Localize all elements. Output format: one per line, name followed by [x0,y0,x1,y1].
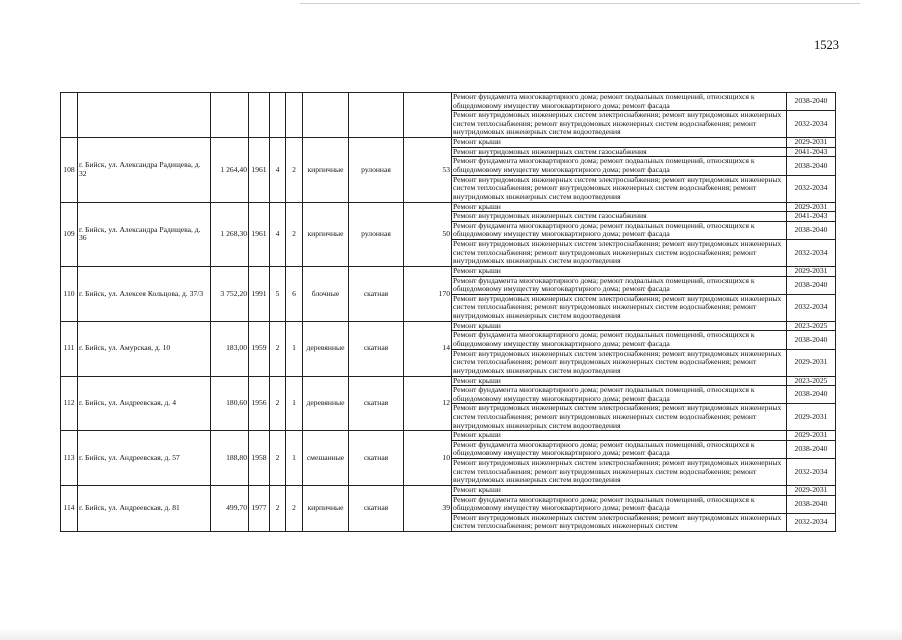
roof-type: рулонная [349,138,404,202]
empty-cell [349,93,404,138]
table-row [61,266,836,276]
resident-count: 12 [404,376,452,431]
entrance-count: 2 [286,138,303,202]
work-period: 2029-2031 [787,431,836,441]
roof-type: скатная [349,486,404,532]
work-period: 2029-2031 [787,266,836,276]
work-description: Ремонт фундамента многоквартирного дома; ремонт подвальных помещений, относящихся к общедомовому имуществу многоквартирного дома; ремонт фасада [452,495,787,513]
table-row [61,431,836,441]
resident-count: 39 [404,486,452,532]
build-year: 1956 [249,376,270,431]
record-number: 113 [61,431,78,486]
floor-count: 2 [270,431,286,486]
work-description: Ремонт крыши [452,266,787,276]
building-address: г. Бийск, ул. Александра Радищева, д. 32 [78,138,211,202]
work-period: 2029-2031 [787,349,836,376]
work-description: Ремонт внутридомовых инженерных систем электроснабжения; ремонт внутридомовых инженерных систем теплоснабжения; ремонт внутридомовых инженерных систем водоснабжения; ремонт внутридомовых инженерных систем водоотведения [452,175,787,202]
work-description: Ремонт внутридомовых инженерных систем электроснабжения; ремонт внутридомовых инженерных систем теплоснабжения; ремонт внутридомовых инженерных систем водоснабжения; ремонт внутридомовых инженерных систем водоотведения [452,349,787,376]
building-address: г. Бийск, ул. Алексея Кольцова, д. 37/3 [78,266,211,321]
work-description: Ремонт фундамента многоквартирного дома; ремонт подвальных помещений, относящихся к общедомовому имуществу многоквартирного дома; ремонт фасада [452,276,787,294]
building-address: г. Бийск, ул. Андреевская, д. 57 [78,431,211,486]
wall-material: блочные [303,266,349,321]
page-number: 1523 [814,38,839,52]
build-year: 1958 [249,431,270,486]
roof-type: рулонная [349,202,404,266]
table-row [61,486,836,496]
work-description: Ремонт внутридомовых инженерных систем электроснабжения; ремонт внутридомовых инженерных систем теплоснабжения; ремонт внутридомовых инженерных систем водоснабжения; ремонт внутридомовых инженерных систем водоотведения [452,294,787,321]
resident-count: 50 [404,202,452,266]
work-period: 2041-2043 [787,212,836,222]
work-description: Ремонт крыши [452,202,787,212]
table-body [61,93,836,532]
total-area: 499,70 [211,486,249,532]
build-year: 1961 [249,202,270,266]
work-description: Ремонт внутридомовых инженерных систем газоснабжения [452,147,787,157]
table-row [61,202,836,212]
wall-material: смешанные [303,431,349,486]
resident-count: 10 [404,431,452,486]
record-number: 114 [61,486,78,532]
empty-cell [303,93,349,138]
record-number: 110 [61,266,78,321]
work-period: 2029-2031 [787,138,836,148]
resident-count: 170 [404,266,452,321]
scan-top-edge [300,3,860,4]
build-year: 1977 [249,486,270,532]
work-period: 2029-2031 [787,404,836,431]
work-description: Ремонт фундамента многоквартирного дома; ремонт подвальных помещений, относящихся к общедомовому имуществу многоквартирного дома; ремонт фасада [452,157,787,175]
build-year: 1961 [249,138,270,202]
building-address: г. Бийск, ул. Андреевская, д. 4 [78,376,211,431]
work-description: Ремонт крыши [452,138,787,148]
work-period: 2041-2043 [787,147,836,157]
record-number: 108 [61,138,78,202]
empty-cell [211,93,249,138]
floor-count: 4 [270,202,286,266]
wall-material: деревянные [303,376,349,431]
repair-schedule-table [60,92,836,532]
work-description: Ремонт фундамента многоквартирного дома; ремонт подвальных помещений, относящихся к общедомовому имуществу многоквартирного дома; ремонт фасада [452,386,787,404]
work-description: Ремонт внутридомовых инженерных систем электроснабжения; ремонт внутридомовых инженерных систем теплоснабжения; ремонт внутридомовых инженерных систем водоснабжения; ремонт внутридомовых инженерных систем водоотведения [452,111,787,138]
work-period: 2029-2031 [787,486,836,496]
work-period: 2023-2025 [787,376,836,386]
work-description: Ремонт крыши [452,376,787,386]
entrance-count: 1 [286,376,303,431]
work-description: Ремонт фундамента многоквартирного дома; ремонт подвальных помещений, относящихся к общедомовому имуществу многоквартирного дома; ремонт фасада [452,221,787,239]
resident-count: 14 [404,321,452,376]
total-area: 3 752,20 [211,266,249,321]
roof-type: скатная [349,321,404,376]
work-description: Ремонт внутридомовых инженерных систем газоснабжения [452,212,787,222]
work-description: Ремонт фундамента многоквартирного дома; ремонт подвальных помещений, относящихся к общедомовому имуществу многоквартирного дома; ремонт фасада [452,440,787,458]
work-description: Ремонт внутридомовых инженерных систем электроснабжения; ремонт внутридомовых инженерных систем теплоснабжения; ремонт внутридомовых инженерных систем [452,513,787,531]
wall-material: деревянные [303,321,349,376]
work-description: Ремонт крыши [452,486,787,496]
floor-count: 2 [270,321,286,376]
work-period: 2032-2034 [787,459,836,486]
floor-count: 2 [270,376,286,431]
work-period: 2038-2040 [787,157,836,175]
roof-type: скатная [349,376,404,431]
build-year: 1991 [249,266,270,321]
work-description: Ремонт крыши [452,321,787,331]
work-description: Ремонт фундамента многоквартирного дома; ремонт подвальных помещений, относящихся к общедомовому имуществу многоквартирного дома; ремонт фасада [452,331,787,349]
roof-type: скатная [349,431,404,486]
building-address: г. Бийск, ул. Амурская, д. 10 [78,321,211,376]
table-row [61,138,836,148]
empty-cell [61,93,78,138]
floor-count: 5 [270,266,286,321]
work-description: Ремонт внутридомовых инженерных систем электроснабжения; ремонт внутридомовых инженерных систем теплоснабжения; ремонт внутридомовых инженерных систем водоснабжения; ремонт внутридомовых инженерных систем водоотведения [452,404,787,431]
entrance-count: 2 [286,486,303,532]
empty-cell [78,93,211,138]
total-area: 1 264,40 [211,138,249,202]
floor-count: 2 [270,486,286,532]
work-period: 2038-2040 [787,331,836,349]
entrance-count: 1 [286,431,303,486]
work-description: Ремонт внутридомовых инженерных систем электроснабжения; ремонт внутридомовых инженерных систем теплоснабжения; ремонт внутридомовых инженерных систем водоснабжения; ремонт внутридомовых инженерных систем водоотведения [452,459,787,486]
table-row [61,376,836,386]
entrance-count: 1 [286,321,303,376]
empty-cell [249,93,270,138]
resident-count: 53 [404,138,452,202]
total-area: 188,80 [211,431,249,486]
table-row [61,321,836,331]
scan-bottom-shadow [0,628,902,640]
table-row [61,93,836,111]
wall-material: кирпичные [303,138,349,202]
work-period: 2032-2034 [787,294,836,321]
work-period: 2038-2040 [787,495,836,513]
record-number: 109 [61,202,78,266]
work-period: 2038-2040 [787,276,836,294]
work-period: 2032-2034 [787,239,836,266]
entrance-count: 6 [286,266,303,321]
record-number: 111 [61,321,78,376]
empty-cell [270,93,286,138]
entrance-count: 2 [286,202,303,266]
empty-cell [404,93,452,138]
work-description: Ремонт крыши [452,431,787,441]
work-description: Ремонт внутридомовых инженерных систем электроснабжения; ремонт внутридомовых инженерных систем теплоснабжения; ремонт внутридомовых инженерных систем водоснабжения; ремонт внутридомовых инженерных систем водоотведения [452,239,787,266]
record-number: 112 [61,376,78,431]
empty-cell [286,93,303,138]
work-description: Ремонт фундамента многоквартирного дома; ремонт подвальных помещений, относящихся к общедомовому имуществу многоквартирного дома; ремонт фасада [452,93,787,111]
work-period: 2029-2031 [787,202,836,212]
building-address: г. Бийск, ул. Андреевская, д. 81 [78,486,211,532]
work-period: 2032-2034 [787,175,836,202]
work-period: 2038-2040 [787,440,836,458]
work-period: 2038-2040 [787,386,836,404]
building-address: г. Бийск, ул. Александра Радищева, д. 36 [78,202,211,266]
work-period: 2023-2025 [787,321,836,331]
total-area: 183,00 [211,321,249,376]
build-year: 1959 [249,321,270,376]
total-area: 180,60 [211,376,249,431]
wall-material: кирпичные [303,202,349,266]
work-period: 2032-2034 [787,513,836,531]
wall-material: кирпичные [303,486,349,532]
roof-type: скатная [349,266,404,321]
total-area: 1 268,30 [211,202,249,266]
work-period: 2038-2040 [787,93,836,111]
work-period: 2038-2040 [787,221,836,239]
work-period: 2032-2034 [787,111,836,138]
floor-count: 4 [270,138,286,202]
